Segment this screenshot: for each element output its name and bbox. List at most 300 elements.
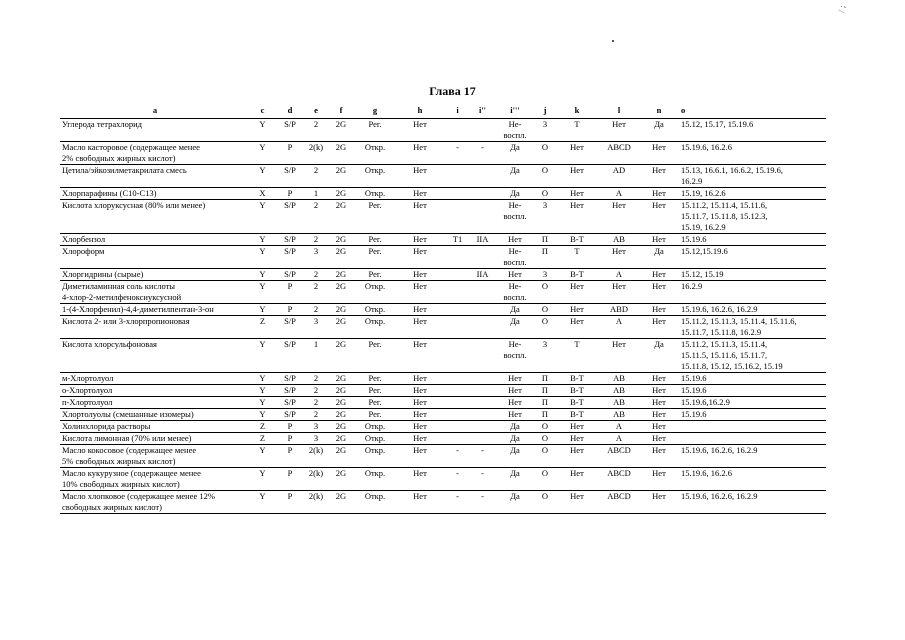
table-cell: Нет bbox=[652, 269, 666, 279]
cargo-table bbox=[60, 103, 826, 514]
table-cell: O bbox=[541, 281, 549, 291]
table-cell: 15.19.6 bbox=[681, 409, 707, 419]
table-body bbox=[60, 119, 826, 514]
table-cell: 2G bbox=[335, 421, 347, 431]
table-cell: 2G bbox=[335, 246, 347, 256]
table-cell: O bbox=[541, 421, 549, 431]
table-cell: Y bbox=[259, 409, 266, 419]
table-cell: Хлорпарафины (C10-C13) bbox=[62, 188, 157, 198]
table-cell: 15.19.6 bbox=[681, 385, 707, 395]
table-cell: 2(k) bbox=[308, 468, 324, 478]
table-cell: A bbox=[615, 316, 623, 326]
table-cell: P bbox=[287, 188, 293, 198]
table-cell: T bbox=[574, 246, 580, 256]
table-cell: Нет bbox=[508, 385, 522, 395]
table-cell: S/P bbox=[284, 200, 296, 210]
table-cell: B-T bbox=[570, 234, 584, 244]
table-cell bbox=[470, 119, 495, 142]
table-row bbox=[60, 269, 826, 281]
table-cell bbox=[470, 409, 495, 421]
table-cell: 15.19.6, 16.2.6, 16.2.9 bbox=[681, 445, 758, 455]
table-cell: П bbox=[541, 234, 549, 244]
table-cell: Нет bbox=[508, 373, 522, 383]
table-cell bbox=[445, 339, 470, 373]
table-cell: Хлороформ bbox=[62, 246, 105, 256]
table-cell: A bbox=[615, 188, 623, 198]
table-row bbox=[60, 200, 826, 234]
table-cell: Откр. bbox=[364, 433, 386, 443]
table-cell: 2G bbox=[335, 339, 347, 349]
table-cell: 2 bbox=[313, 269, 319, 279]
table-cell: 2 bbox=[313, 385, 319, 395]
table-cell: Нет bbox=[413, 445, 427, 455]
table-cell: Кислота хлорсульфоновая bbox=[62, 339, 157, 349]
table-cell: Нет bbox=[413, 281, 427, 291]
table-cell: Y bbox=[259, 269, 266, 279]
table-cell: Нет bbox=[413, 491, 427, 501]
table-cell: 3 bbox=[542, 119, 548, 129]
table-cell: Нет bbox=[508, 269, 522, 279]
table-cell: 15.19.6, 16.2.6, 16.2.9 bbox=[681, 491, 758, 501]
table-cell: T bbox=[574, 119, 580, 129]
table-cell: Нет bbox=[413, 468, 427, 478]
table-cell: Масло касторовое (содержащее менее 2% свободных жирных кислот) bbox=[62, 142, 200, 163]
table-cell: Рег. bbox=[368, 373, 382, 383]
table-cell: S/P bbox=[284, 385, 296, 395]
table-cell: Y bbox=[259, 373, 266, 383]
table-cell: Z bbox=[259, 433, 266, 443]
table-cell: Да bbox=[510, 188, 520, 198]
table-header-row bbox=[60, 103, 826, 119]
table-cell: AB bbox=[613, 397, 625, 407]
table-cell: Рег. bbox=[368, 339, 382, 349]
table-cell: AB bbox=[613, 373, 625, 383]
table-cell: - bbox=[456, 445, 459, 455]
table-cell: 1-(4-Хлорфенил)-4,4-диметилпентан-3-он bbox=[62, 304, 214, 314]
table-cell bbox=[470, 165, 495, 188]
table-cell bbox=[470, 304, 495, 316]
table-cell: Y bbox=[259, 397, 266, 407]
column-header: g bbox=[372, 105, 378, 115]
table-cell: Рег. bbox=[368, 269, 382, 279]
table-cell: A bbox=[615, 269, 623, 279]
table-cell: P bbox=[287, 421, 293, 431]
table-cell bbox=[445, 385, 470, 397]
table-cell: Нет bbox=[652, 433, 666, 443]
table-cell: 3 bbox=[313, 246, 319, 256]
table-row bbox=[60, 433, 826, 445]
table-cell: 15.13, 16.6.1, 16.6.2, 15.19.6, 16.2.9 bbox=[681, 165, 783, 186]
table-cell: Углерода тетрахлорид bbox=[62, 119, 143, 129]
table-cell bbox=[470, 316, 495, 339]
table-cell: П bbox=[541, 246, 549, 256]
table-cell: Откр. bbox=[364, 281, 386, 291]
table-cell: Нет bbox=[413, 119, 427, 129]
column-header: d bbox=[287, 105, 293, 115]
table-cell bbox=[445, 281, 470, 304]
column-header: h bbox=[417, 105, 423, 115]
table-cell: Нет bbox=[413, 188, 427, 198]
table-cell: 15.19.6 bbox=[681, 234, 707, 244]
table-cell: Нет bbox=[652, 385, 666, 395]
scan-speck bbox=[612, 40, 614, 42]
table-cell: Нет bbox=[413, 385, 427, 395]
table-cell: 2 bbox=[313, 165, 319, 175]
table-cell: Нет bbox=[413, 200, 427, 210]
table-cell: 2 bbox=[313, 304, 319, 314]
column-header: a bbox=[152, 105, 158, 115]
table-cell: Y bbox=[259, 445, 266, 455]
table-cell: 3 bbox=[313, 316, 319, 326]
table-cell: 2 bbox=[313, 281, 319, 291]
table-cell: 3 bbox=[542, 200, 548, 210]
table-cell: Откр. bbox=[364, 165, 386, 175]
table-cell: Нет bbox=[652, 316, 666, 326]
table-cell: B-T bbox=[570, 385, 584, 395]
table-cell: 15.19.6 bbox=[681, 373, 707, 383]
table-cell: ABCD bbox=[607, 142, 631, 152]
table-cell: Нет bbox=[652, 165, 666, 175]
table-cell: Y bbox=[259, 468, 266, 478]
table-cell: Откр. bbox=[364, 188, 386, 198]
table-row bbox=[60, 246, 826, 269]
table-cell: O bbox=[541, 433, 549, 443]
table-cell bbox=[470, 281, 495, 304]
table-cell: Кислота 2- или 3-хлорпропионовая bbox=[62, 316, 190, 326]
table-cell: Нет bbox=[652, 491, 666, 501]
table-cell: Нет bbox=[508, 397, 522, 407]
table-row bbox=[60, 491, 826, 514]
table-cell: B-T bbox=[570, 397, 584, 407]
table-cell bbox=[470, 433, 495, 445]
table-cell: Y bbox=[259, 339, 266, 349]
table-cell bbox=[445, 433, 470, 445]
table-cell: T1 bbox=[452, 234, 463, 244]
column-header: i'' bbox=[478, 105, 487, 115]
table-cell: Кислота лимонная (70% или менее) bbox=[62, 433, 192, 443]
table-cell: Рег. bbox=[368, 234, 382, 244]
table-cell bbox=[445, 165, 470, 188]
table-cell: Y bbox=[259, 385, 266, 395]
table-cell: 2G bbox=[335, 188, 347, 198]
table-cell bbox=[445, 200, 470, 234]
table-cell: Не- воспл. bbox=[503, 281, 527, 302]
table-cell: Нет bbox=[570, 468, 584, 478]
table-cell: 2G bbox=[335, 409, 347, 419]
column-header: j bbox=[543, 105, 547, 115]
table-cell: ABD bbox=[610, 304, 628, 314]
table-cell: B-T bbox=[570, 409, 584, 419]
table-cell: Цетила/эйкозилметакрилата смесь bbox=[62, 165, 187, 175]
table-cell: Z bbox=[259, 316, 266, 326]
table-row bbox=[60, 304, 826, 316]
table-cell: 2G bbox=[335, 119, 347, 129]
table-cell: 15.19.6,16.2.9 bbox=[681, 397, 730, 407]
table-cell bbox=[445, 409, 470, 421]
table-cell: O bbox=[541, 165, 549, 175]
table-cell: Y bbox=[259, 281, 266, 291]
page-margin-mark: / ; bbox=[836, 4, 848, 14]
table-cell: - bbox=[481, 468, 484, 478]
table-cell: Да bbox=[510, 304, 520, 314]
table-cell: 1 bbox=[313, 188, 319, 198]
table-cell: Y bbox=[259, 200, 266, 210]
table-cell: Откр. bbox=[364, 142, 386, 152]
table-cell: Нет bbox=[652, 421, 666, 431]
table-cell: AD bbox=[612, 165, 626, 175]
table-cell: 15.12, 15.17, 15.19.6 bbox=[681, 119, 754, 129]
table-cell: Да bbox=[510, 316, 520, 326]
table-cell: Масло хлопковое (содержащее менее 12% свободных жирных кислот) bbox=[62, 491, 215, 512]
table-cell: Да bbox=[510, 445, 520, 455]
table-cell: Нет bbox=[413, 142, 427, 152]
table-cell: Y bbox=[259, 234, 266, 244]
table-cell: Нет bbox=[570, 421, 584, 431]
table-cell: Откр. bbox=[364, 316, 386, 326]
table-row bbox=[60, 385, 826, 397]
table-cell: S/P bbox=[284, 397, 296, 407]
table-row bbox=[60, 339, 826, 373]
table-cell: O bbox=[541, 304, 549, 314]
table-cell: O bbox=[541, 188, 549, 198]
table-row bbox=[60, 468, 826, 491]
table-cell: Хлорбензол bbox=[62, 234, 106, 244]
table-cell: 2 bbox=[313, 409, 319, 419]
table-cell: Рег. bbox=[368, 385, 382, 395]
table-cell: Нет bbox=[570, 445, 584, 455]
table-cell: Нет bbox=[652, 281, 666, 291]
table-cell bbox=[470, 246, 495, 269]
table-cell: S/P bbox=[284, 165, 296, 175]
table-cell bbox=[445, 246, 470, 269]
table-cell: P bbox=[287, 142, 293, 152]
table-cell: п-Хлортолуол bbox=[62, 397, 113, 407]
table-cell: 2 bbox=[313, 397, 319, 407]
table-cell: 15.11.2, 15.11.4, 15.11.6, 15.11.7, 15.11.8, 15.12.3, 15.19, 16.2.9 bbox=[681, 200, 768, 232]
table-row bbox=[60, 142, 826, 165]
table-cell: Да bbox=[510, 468, 520, 478]
table-cell: Рег. bbox=[368, 200, 382, 210]
table-cell: Нет bbox=[612, 339, 626, 349]
table-cell: Нет bbox=[570, 165, 584, 175]
table-cell: 2G bbox=[335, 385, 347, 395]
table-cell: A bbox=[615, 433, 623, 443]
table-cell: S/P bbox=[284, 246, 296, 256]
table-cell: O bbox=[541, 491, 549, 501]
table-cell bbox=[679, 433, 826, 445]
table-cell: P bbox=[287, 468, 293, 478]
table-cell: B-T bbox=[570, 269, 584, 279]
table-cell: Рег. bbox=[368, 409, 382, 419]
table-cell: 16.2.9 bbox=[681, 281, 703, 291]
table-cell: P bbox=[287, 304, 293, 314]
table-cell bbox=[445, 316, 470, 339]
table-cell: - bbox=[481, 491, 484, 501]
table-row bbox=[60, 281, 826, 304]
table-cell: Нет bbox=[413, 304, 427, 314]
table-cell: Y bbox=[259, 119, 266, 129]
table-cell: Нет bbox=[652, 142, 666, 152]
table-cell: 15.19, 16.2.6 bbox=[681, 188, 726, 198]
table-cell: 3 bbox=[542, 269, 548, 279]
column-header: f bbox=[339, 105, 343, 115]
table-cell: 2(k) bbox=[308, 491, 324, 501]
table-cell: Хлортолуолы (смешанные изомеры) bbox=[62, 409, 194, 419]
table-cell: O bbox=[541, 142, 549, 152]
table-cell: Нет bbox=[413, 246, 427, 256]
table-cell: 15.11.2, 15.11.3, 15.11.4, 15.11.6, 15.11.7, 15.11.8, 16.2.9 bbox=[681, 316, 797, 337]
table-cell: Нет bbox=[570, 188, 584, 198]
table-cell: O bbox=[541, 445, 549, 455]
table-cell: Хлоргидрины (сырые) bbox=[62, 269, 144, 279]
table-cell bbox=[445, 373, 470, 385]
table-cell: Да bbox=[654, 339, 664, 349]
table-cell: - bbox=[481, 445, 484, 455]
table-row bbox=[60, 316, 826, 339]
table-cell: Да bbox=[510, 165, 520, 175]
table-cell: Рег. bbox=[368, 119, 382, 129]
table-cell: Откр. bbox=[364, 491, 386, 501]
table-cell: S/P bbox=[284, 119, 296, 129]
table-cell: S/P bbox=[284, 373, 296, 383]
table-cell: 15.19.6, 16.2.6 bbox=[681, 142, 732, 152]
column-header: e bbox=[314, 105, 318, 115]
table-cell: S/P bbox=[284, 316, 296, 326]
table-cell: S/P bbox=[284, 339, 296, 349]
table-cell: - bbox=[481, 142, 484, 152]
table-row bbox=[60, 188, 826, 200]
table-cell: 2G bbox=[335, 433, 347, 443]
table-cell: 2(k) bbox=[308, 445, 324, 455]
table-cell: IIA bbox=[476, 269, 489, 279]
table-cell: Кислота хлоруксусная (80% или менее) bbox=[62, 200, 206, 210]
column-header: i bbox=[456, 105, 459, 115]
table-cell: Нет bbox=[652, 373, 666, 383]
table-cell: Масло кокосовое (содержащее менее 5% свободных жирных кислот) bbox=[62, 445, 197, 466]
table-cell: Да bbox=[510, 142, 520, 152]
table-cell: 2 bbox=[313, 200, 319, 210]
table-cell: P bbox=[287, 433, 293, 443]
table-cell: Нет bbox=[652, 200, 666, 210]
table-cell: 2G bbox=[335, 373, 347, 383]
table-cell: Нет bbox=[570, 281, 584, 291]
table-cell: Да bbox=[654, 246, 664, 256]
table-cell bbox=[470, 421, 495, 433]
table-cell bbox=[470, 339, 495, 373]
table-row bbox=[60, 234, 826, 246]
table-cell bbox=[470, 188, 495, 200]
table-cell: Рег. bbox=[368, 397, 382, 407]
table-cell bbox=[470, 200, 495, 234]
table-cell: Откр. bbox=[364, 421, 386, 431]
table-cell: 2(k) bbox=[308, 142, 324, 152]
table-cell: Откр. bbox=[364, 304, 386, 314]
table-cell: Нет bbox=[652, 234, 666, 244]
table-cell bbox=[445, 421, 470, 433]
table-cell: - bbox=[456, 491, 459, 501]
column-header: o bbox=[681, 105, 686, 115]
table-cell bbox=[470, 385, 495, 397]
table-cell: 3 bbox=[542, 339, 548, 349]
table-cell: P bbox=[287, 445, 293, 455]
column-header: l bbox=[617, 105, 621, 115]
table-cell: O bbox=[541, 468, 549, 478]
table-cell: 3 bbox=[313, 421, 319, 431]
table-cell: 2G bbox=[335, 200, 347, 210]
table-cell bbox=[445, 269, 470, 281]
table-cell: Откр. bbox=[364, 468, 386, 478]
table-cell: П bbox=[541, 373, 549, 383]
table-cell: Нет bbox=[570, 142, 584, 152]
table-cell: Нет bbox=[652, 468, 666, 478]
table-row bbox=[60, 409, 826, 421]
table-cell: П bbox=[541, 397, 549, 407]
table-cell: Y bbox=[259, 491, 266, 501]
table-cell bbox=[445, 304, 470, 316]
table-cell: Холинхлорида растворы bbox=[62, 421, 151, 431]
table-cell: м-Хлортолуол bbox=[62, 373, 114, 383]
table-cell: Нет bbox=[652, 445, 666, 455]
table-cell bbox=[445, 397, 470, 409]
table-cell: 2G bbox=[335, 397, 347, 407]
table-row bbox=[60, 445, 826, 468]
column-header: c bbox=[260, 105, 265, 115]
table-cell: X bbox=[259, 188, 266, 198]
table-cell: ABCD bbox=[607, 491, 631, 501]
table-cell: 2G bbox=[335, 491, 347, 501]
table-cell: Нет bbox=[570, 491, 584, 501]
table-cell: Y bbox=[259, 142, 266, 152]
table-cell: Нет bbox=[413, 421, 427, 431]
table-cell: AB bbox=[613, 385, 625, 395]
table-cell: Нет bbox=[413, 409, 427, 419]
column-header: i''' bbox=[510, 105, 520, 115]
column-header: n bbox=[656, 105, 662, 115]
table-cell: Y bbox=[259, 246, 266, 256]
table-cell bbox=[470, 373, 495, 385]
table-row bbox=[60, 119, 826, 142]
table-cell: Y bbox=[259, 165, 266, 175]
table-cell: Да bbox=[510, 491, 520, 501]
table-cell: П bbox=[541, 385, 549, 395]
table-cell: Нет bbox=[413, 433, 427, 443]
table-cell: Нет bbox=[612, 246, 626, 256]
table-cell: Нет bbox=[413, 316, 427, 326]
table-cell: Нет bbox=[508, 234, 522, 244]
table-cell: 2 bbox=[313, 119, 319, 129]
table-cell: ABCD bbox=[607, 468, 631, 478]
table-cell: T bbox=[574, 339, 580, 349]
table-cell: 2G bbox=[335, 234, 347, 244]
table-cell: Нет bbox=[652, 409, 666, 419]
table-cell: Нет bbox=[413, 397, 427, 407]
table-cell: 2G bbox=[335, 445, 347, 455]
table-cell: Да bbox=[510, 433, 520, 443]
table-cell: Y bbox=[259, 304, 266, 314]
page-title: Глава 17 bbox=[429, 84, 476, 98]
table-cell bbox=[445, 188, 470, 200]
table-cell: Да bbox=[654, 119, 664, 129]
table-cell: Нет bbox=[612, 119, 626, 129]
table-cell: 2G bbox=[335, 468, 347, 478]
table-cell: 2G bbox=[335, 165, 347, 175]
table-cell: Нет bbox=[413, 339, 427, 349]
table-cell: Нет bbox=[652, 304, 666, 314]
table-cell: Не- воспл. bbox=[503, 119, 527, 140]
table-cell: 15.12, 15.19 bbox=[681, 269, 724, 279]
table-cell: 1 bbox=[313, 339, 319, 349]
table-cell: A bbox=[615, 421, 623, 431]
